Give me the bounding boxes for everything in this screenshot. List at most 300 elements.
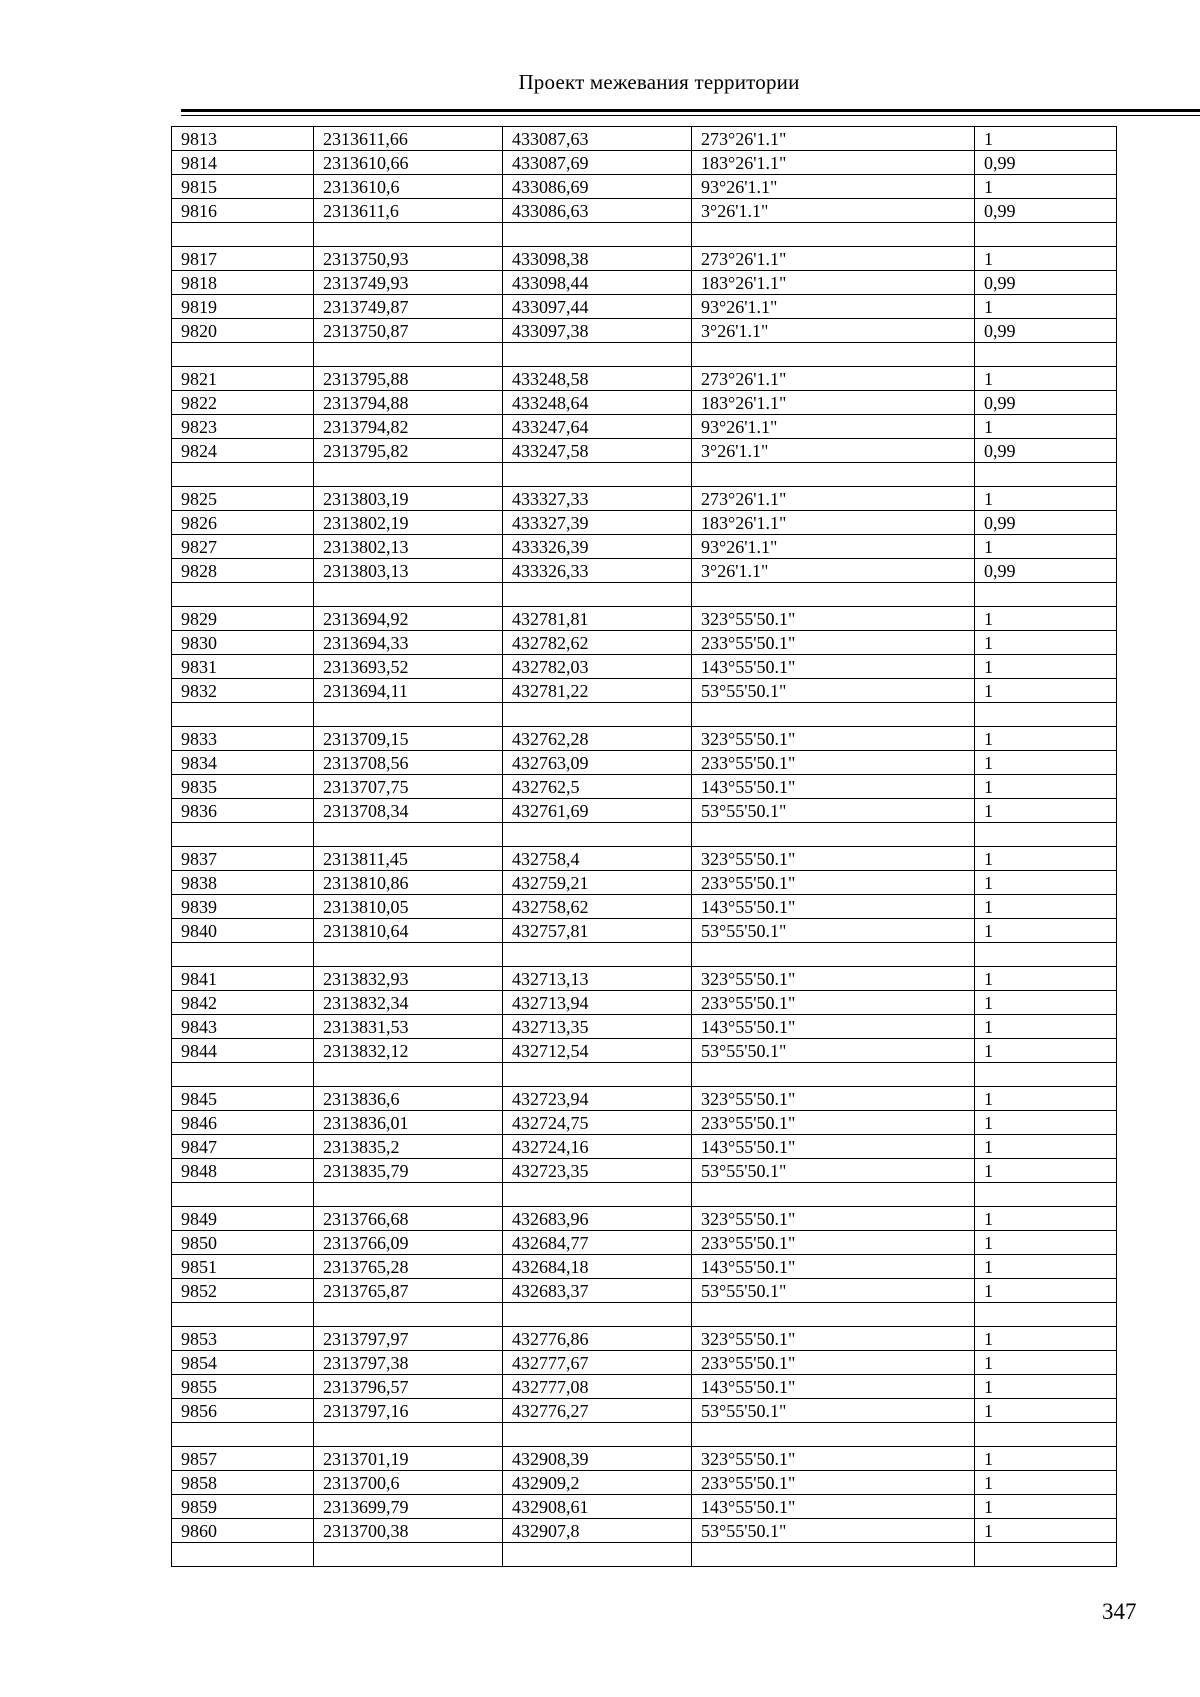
cell-y-coordinate: 432907,8	[503, 1519, 692, 1543]
cell-x-coordinate	[314, 463, 503, 487]
cell-length: 1	[975, 175, 1117, 199]
cell-y-coordinate	[503, 1063, 692, 1087]
cell-length: 1	[975, 919, 1117, 943]
cell-x-coordinate	[314, 1303, 503, 1327]
cell-direction-angle: 183°26'1.1"	[692, 271, 975, 295]
cell-y-coordinate: 432777,67	[503, 1351, 692, 1375]
cell-point-number: 9830	[172, 631, 314, 655]
table-row	[172, 295, 1117, 319]
cell-point-number: 9853	[172, 1327, 314, 1351]
table-row-empty	[172, 1303, 1117, 1327]
cell-direction-angle: 53°55'50.1"	[692, 1159, 975, 1183]
cell-point-number	[172, 1423, 314, 1447]
cell-point-number: 9845	[172, 1087, 314, 1111]
cell-point-number: 9821	[172, 367, 314, 391]
cell-x-coordinate: 2313810,64	[314, 919, 503, 943]
header-rule-thick	[181, 109, 1200, 112]
page-number: 347	[1102, 1599, 1137, 1624]
cell-length	[975, 1423, 1117, 1447]
cell-length	[975, 703, 1117, 727]
table-row	[172, 415, 1117, 439]
cell-point-number	[172, 343, 314, 367]
cell-x-coordinate: 2313611,66	[314, 127, 503, 151]
cell-y-coordinate: 432683,37	[503, 1279, 692, 1303]
cell-x-coordinate: 2313750,87	[314, 319, 503, 343]
cell-point-number	[172, 823, 314, 847]
cell-y-coordinate: 432757,81	[503, 919, 692, 943]
cell-direction-angle: 93°26'1.1"	[692, 415, 975, 439]
cell-length	[975, 463, 1117, 487]
cell-point-number: 9820	[172, 319, 314, 343]
cell-x-coordinate	[314, 223, 503, 247]
cell-point-number: 9839	[172, 895, 314, 919]
cell-point-number	[172, 1063, 314, 1087]
cell-direction-angle	[692, 463, 975, 487]
table-row	[172, 1279, 1117, 1303]
table-row	[172, 439, 1117, 463]
cell-y-coordinate: 433087,63	[503, 127, 692, 151]
cell-point-number: 9841	[172, 967, 314, 991]
cell-point-number: 9826	[172, 511, 314, 535]
cell-x-coordinate: 2313797,38	[314, 1351, 503, 1375]
table-row	[172, 151, 1117, 175]
cell-length: 1	[975, 1279, 1117, 1303]
cell-direction-angle: 183°26'1.1"	[692, 511, 975, 535]
cell-x-coordinate: 2313765,28	[314, 1255, 503, 1279]
cell-point-number: 9818	[172, 271, 314, 295]
table-row	[172, 175, 1117, 199]
cell-x-coordinate: 2313802,19	[314, 511, 503, 535]
table-row	[172, 1351, 1117, 1375]
table-row	[172, 1447, 1117, 1471]
table-row	[172, 1015, 1117, 1039]
cell-x-coordinate	[314, 1423, 503, 1447]
cell-x-coordinate	[314, 1063, 503, 1087]
cell-x-coordinate: 2313766,68	[314, 1207, 503, 1231]
cell-x-coordinate: 2313794,82	[314, 415, 503, 439]
cell-y-coordinate: 432713,35	[503, 1015, 692, 1039]
cell-length: 1	[975, 1447, 1117, 1471]
cell-y-coordinate	[503, 943, 692, 967]
table-row	[172, 319, 1117, 343]
table-row-empty	[172, 1423, 1117, 1447]
cell-direction-angle	[692, 943, 975, 967]
cell-point-number	[172, 1303, 314, 1327]
cell-x-coordinate: 2313832,93	[314, 967, 503, 991]
cell-y-coordinate: 432723,35	[503, 1159, 692, 1183]
cell-direction-angle: 273°26'1.1"	[692, 247, 975, 271]
cell-length: 1	[975, 631, 1117, 655]
cell-y-coordinate	[503, 1303, 692, 1327]
cell-direction-angle	[692, 1423, 975, 1447]
cell-y-coordinate: 432763,09	[503, 751, 692, 775]
cell-x-coordinate: 2313794,88	[314, 391, 503, 415]
cell-point-number: 9857	[172, 1447, 314, 1471]
cell-y-coordinate: 433098,44	[503, 271, 692, 295]
cell-length	[975, 1543, 1117, 1567]
cell-length: 0,99	[975, 439, 1117, 463]
cell-x-coordinate: 2313796,57	[314, 1375, 503, 1399]
cell-y-coordinate: 432762,5	[503, 775, 692, 799]
cell-y-coordinate	[503, 703, 692, 727]
cell-x-coordinate: 2313797,97	[314, 1327, 503, 1351]
cell-length	[975, 1183, 1117, 1207]
table-row-empty	[172, 943, 1117, 967]
cell-y-coordinate	[503, 583, 692, 607]
table-row	[172, 271, 1117, 295]
table-row	[172, 535, 1117, 559]
cell-y-coordinate: 433097,44	[503, 295, 692, 319]
cell-length: 1	[975, 415, 1117, 439]
cell-length: 1	[975, 751, 1117, 775]
cell-y-coordinate: 432713,94	[503, 991, 692, 1015]
cell-x-coordinate	[314, 943, 503, 967]
cell-length: 0,99	[975, 151, 1117, 175]
cell-length: 1	[975, 295, 1117, 319]
cell-x-coordinate: 2313765,87	[314, 1279, 503, 1303]
cell-x-coordinate: 2313694,92	[314, 607, 503, 631]
table-row	[172, 727, 1117, 751]
cell-point-number: 9823	[172, 415, 314, 439]
cell-direction-angle: 183°26'1.1"	[692, 391, 975, 415]
cell-point-number	[172, 223, 314, 247]
cell-length	[975, 943, 1117, 967]
cell-length	[975, 343, 1117, 367]
cell-direction-angle: 183°26'1.1"	[692, 151, 975, 175]
cell-length: 1	[975, 655, 1117, 679]
cell-direction-angle: 53°55'50.1"	[692, 1519, 975, 1543]
table-row	[172, 391, 1117, 415]
cell-length: 1	[975, 895, 1117, 919]
cell-x-coordinate: 2313749,93	[314, 271, 503, 295]
cell-y-coordinate: 432758,62	[503, 895, 692, 919]
cell-direction-angle: 273°26'1.1"	[692, 487, 975, 511]
cell-x-coordinate: 2313699,79	[314, 1495, 503, 1519]
cell-y-coordinate: 433098,38	[503, 247, 692, 271]
cell-point-number: 9833	[172, 727, 314, 751]
table-row	[172, 247, 1117, 271]
table-row	[172, 511, 1117, 535]
cell-length: 1	[975, 1111, 1117, 1135]
cell-length: 1	[975, 1039, 1117, 1063]
cell-direction-angle: 143°55'50.1"	[692, 1135, 975, 1159]
cell-length: 1	[975, 1207, 1117, 1231]
cell-point-number	[172, 943, 314, 967]
cell-x-coordinate	[314, 823, 503, 847]
cell-x-coordinate: 2313835,79	[314, 1159, 503, 1183]
cell-x-coordinate: 2313810,86	[314, 871, 503, 895]
cell-direction-angle: 233°55'50.1"	[692, 871, 975, 895]
cell-y-coordinate: 432908,39	[503, 1447, 692, 1471]
cell-x-coordinate: 2313700,38	[314, 1519, 503, 1543]
table-row	[172, 919, 1117, 943]
cell-direction-angle: 143°55'50.1"	[692, 1015, 975, 1039]
cell-length: 1	[975, 1159, 1117, 1183]
cell-x-coordinate	[314, 343, 503, 367]
cell-length: 1	[975, 775, 1117, 799]
cell-point-number: 9827	[172, 535, 314, 559]
cell-point-number: 9838	[172, 871, 314, 895]
table-row	[172, 991, 1117, 1015]
cell-length: 0,99	[975, 511, 1117, 535]
cell-x-coordinate: 2313708,34	[314, 799, 503, 823]
cell-direction-angle: 233°55'50.1"	[692, 1351, 975, 1375]
cell-x-coordinate: 2313750,93	[314, 247, 503, 271]
cell-direction-angle: 273°26'1.1"	[692, 127, 975, 151]
cell-length: 1	[975, 247, 1117, 271]
cell-length: 1	[975, 1255, 1117, 1279]
cell-x-coordinate: 2313836,6	[314, 1087, 503, 1111]
cell-length: 0,99	[975, 319, 1117, 343]
cell-y-coordinate	[503, 823, 692, 847]
cell-length: 0,99	[975, 391, 1117, 415]
cell-y-coordinate: 432724,75	[503, 1111, 692, 1135]
cell-point-number: 9813	[172, 127, 314, 151]
cell-direction-angle: 3°26'1.1"	[692, 199, 975, 223]
cell-y-coordinate: 432781,22	[503, 679, 692, 703]
table-row-empty	[172, 823, 1117, 847]
cell-y-coordinate: 432762,28	[503, 727, 692, 751]
cell-point-number: 9832	[172, 679, 314, 703]
cell-y-coordinate: 432782,03	[503, 655, 692, 679]
table-row	[172, 775, 1117, 799]
cell-point-number: 9814	[172, 151, 314, 175]
cell-direction-angle: 233°55'50.1"	[692, 631, 975, 655]
cell-length: 1	[975, 799, 1117, 823]
cell-point-number: 9842	[172, 991, 314, 1015]
cell-direction-angle: 323°55'50.1"	[692, 967, 975, 991]
table-row-empty	[172, 223, 1117, 247]
cell-direction-angle: 53°55'50.1"	[692, 799, 975, 823]
table-row-empty	[172, 1063, 1117, 1087]
cell-length: 1	[975, 991, 1117, 1015]
table-row	[172, 967, 1117, 991]
cell-y-coordinate: 433086,63	[503, 199, 692, 223]
cell-direction-angle: 143°55'50.1"	[692, 1255, 975, 1279]
cell-length: 1	[975, 1399, 1117, 1423]
cell-direction-angle: 323°55'50.1"	[692, 727, 975, 751]
cell-y-coordinate: 433326,33	[503, 559, 692, 583]
cell-y-coordinate: 432776,86	[503, 1327, 692, 1351]
cell-length	[975, 823, 1117, 847]
table-row	[172, 1231, 1117, 1255]
header-rule-thin	[181, 115, 1200, 116]
cell-point-number: 9815	[172, 175, 314, 199]
cell-direction-angle	[692, 703, 975, 727]
table-row	[172, 1471, 1117, 1495]
table-row	[172, 1255, 1117, 1279]
cell-x-coordinate: 2313708,56	[314, 751, 503, 775]
cell-y-coordinate	[503, 1423, 692, 1447]
cell-length: 1	[975, 535, 1117, 559]
cell-x-coordinate: 2313694,11	[314, 679, 503, 703]
table-row	[172, 847, 1117, 871]
table-row	[172, 1207, 1117, 1231]
cell-direction-angle: 323°55'50.1"	[692, 1207, 975, 1231]
cell-length: 1	[975, 871, 1117, 895]
cell-point-number: 9837	[172, 847, 314, 871]
cell-point-number: 9825	[172, 487, 314, 511]
cell-length	[975, 1303, 1117, 1327]
cell-y-coordinate: 433087,69	[503, 151, 692, 175]
cell-length: 0,99	[975, 559, 1117, 583]
table-row	[172, 1111, 1117, 1135]
cell-point-number: 9829	[172, 607, 314, 631]
cell-y-coordinate: 433086,69	[503, 175, 692, 199]
cell-length: 1	[975, 1375, 1117, 1399]
table-row	[172, 1519, 1117, 1543]
cell-y-coordinate: 432909,2	[503, 1471, 692, 1495]
cell-point-number: 9817	[172, 247, 314, 271]
cell-length: 1	[975, 1519, 1117, 1543]
cell-length: 1	[975, 1015, 1117, 1039]
cell-point-number: 9854	[172, 1351, 314, 1375]
cell-direction-angle	[692, 343, 975, 367]
cell-length: 1	[975, 1495, 1117, 1519]
table-row	[172, 1039, 1117, 1063]
cell-direction-angle: 53°55'50.1"	[692, 919, 975, 943]
table-row-empty	[172, 343, 1117, 367]
cell-point-number	[172, 703, 314, 727]
cell-length	[975, 1063, 1117, 1087]
coordinates-table-body	[172, 127, 1117, 1567]
page-header-title: Проект межевания территории	[518, 70, 800, 94]
cell-point-number: 9855	[172, 1375, 314, 1399]
table-row-empty	[172, 1183, 1117, 1207]
cell-direction-angle: 93°26'1.1"	[692, 535, 975, 559]
cell-direction-angle	[692, 1543, 975, 1567]
cell-direction-angle: 323°55'50.1"	[692, 847, 975, 871]
cell-y-coordinate: 433327,33	[503, 487, 692, 511]
cell-x-coordinate: 2313797,16	[314, 1399, 503, 1423]
table-row	[172, 799, 1117, 823]
cell-y-coordinate: 433326,39	[503, 535, 692, 559]
cell-point-number: 9851	[172, 1255, 314, 1279]
cell-length: 1	[975, 1351, 1117, 1375]
cell-x-coordinate	[314, 703, 503, 727]
cell-y-coordinate: 433097,38	[503, 319, 692, 343]
table-row-empty	[172, 1543, 1117, 1567]
cell-length: 1	[975, 607, 1117, 631]
cell-y-coordinate: 432908,61	[503, 1495, 692, 1519]
cell-x-coordinate: 2313709,15	[314, 727, 503, 751]
cell-y-coordinate: 432761,69	[503, 799, 692, 823]
cell-x-coordinate: 2313831,53	[314, 1015, 503, 1039]
cell-y-coordinate: 433327,39	[503, 511, 692, 535]
table-row	[172, 1399, 1117, 1423]
cell-x-coordinate: 2313832,12	[314, 1039, 503, 1063]
cell-length: 0,99	[975, 199, 1117, 223]
cell-length: 1	[975, 967, 1117, 991]
cell-y-coordinate: 433248,58	[503, 367, 692, 391]
cell-x-coordinate: 2313802,13	[314, 535, 503, 559]
table-row	[172, 871, 1117, 895]
cell-direction-angle	[692, 1063, 975, 1087]
table-row	[172, 1159, 1117, 1183]
cell-direction-angle: 323°55'50.1"	[692, 607, 975, 631]
cell-point-number: 9835	[172, 775, 314, 799]
cell-y-coordinate: 432712,54	[503, 1039, 692, 1063]
cell-point-number: 9846	[172, 1111, 314, 1135]
cell-y-coordinate	[503, 223, 692, 247]
cell-y-coordinate: 432782,62	[503, 631, 692, 655]
table-row	[172, 607, 1117, 631]
cell-y-coordinate	[503, 1183, 692, 1207]
cell-point-number	[172, 583, 314, 607]
cell-point-number: 9848	[172, 1159, 314, 1183]
table-row	[172, 487, 1117, 511]
cell-direction-angle: 53°55'50.1"	[692, 1279, 975, 1303]
table-row	[172, 751, 1117, 775]
cell-direction-angle: 233°55'50.1"	[692, 1471, 975, 1495]
cell-x-coordinate: 2313795,82	[314, 439, 503, 463]
cell-point-number: 9840	[172, 919, 314, 943]
cell-direction-angle: 53°55'50.1"	[692, 1399, 975, 1423]
table-row	[172, 1327, 1117, 1351]
cell-x-coordinate: 2313795,88	[314, 367, 503, 391]
cell-x-coordinate: 2313766,09	[314, 1231, 503, 1255]
cell-point-number: 9843	[172, 1015, 314, 1039]
cell-y-coordinate	[503, 343, 692, 367]
cell-point-number: 9824	[172, 439, 314, 463]
cell-direction-angle: 323°55'50.1"	[692, 1087, 975, 1111]
cell-y-coordinate: 432683,96	[503, 1207, 692, 1231]
cell-x-coordinate: 2313832,34	[314, 991, 503, 1015]
coordinates-table	[171, 126, 1117, 1567]
cell-length: 1	[975, 679, 1117, 703]
cell-length: 1	[975, 127, 1117, 151]
cell-y-coordinate: 432724,16	[503, 1135, 692, 1159]
cell-length: 1	[975, 1087, 1117, 1111]
cell-y-coordinate: 432777,08	[503, 1375, 692, 1399]
cell-y-coordinate: 432776,27	[503, 1399, 692, 1423]
cell-point-number: 9816	[172, 199, 314, 223]
cell-point-number: 9847	[172, 1135, 314, 1159]
cell-point-number: 9860	[172, 1519, 314, 1543]
cell-point-number	[172, 1183, 314, 1207]
cell-x-coordinate: 2313693,52	[314, 655, 503, 679]
cell-direction-angle: 143°55'50.1"	[692, 1495, 975, 1519]
cell-length: 1	[975, 847, 1117, 871]
cell-length: 1	[975, 1231, 1117, 1255]
cell-x-coordinate: 2313700,6	[314, 1471, 503, 1495]
table-row	[172, 679, 1117, 703]
cell-direction-angle	[692, 1303, 975, 1327]
table-row	[172, 895, 1117, 919]
cell-direction-angle: 3°26'1.1"	[692, 319, 975, 343]
cell-y-coordinate: 433248,64	[503, 391, 692, 415]
cell-point-number: 9831	[172, 655, 314, 679]
cell-direction-angle: 233°55'50.1"	[692, 751, 975, 775]
cell-length: 1	[975, 1471, 1117, 1495]
cell-length	[975, 583, 1117, 607]
table-row	[172, 199, 1117, 223]
cell-point-number: 9819	[172, 295, 314, 319]
cell-direction-angle: 233°55'50.1"	[692, 1231, 975, 1255]
cell-x-coordinate	[314, 1543, 503, 1567]
cell-direction-angle: 143°55'50.1"	[692, 895, 975, 919]
cell-length: 1	[975, 487, 1117, 511]
cell-x-coordinate: 2313707,75	[314, 775, 503, 799]
cell-y-coordinate: 432713,13	[503, 967, 692, 991]
cell-point-number: 9828	[172, 559, 314, 583]
cell-point-number: 9849	[172, 1207, 314, 1231]
cell-length: 0,99	[975, 271, 1117, 295]
cell-point-number	[172, 1543, 314, 1567]
cell-y-coordinate: 432684,77	[503, 1231, 692, 1255]
cell-direction-angle	[692, 1183, 975, 1207]
cell-y-coordinate: 432781,81	[503, 607, 692, 631]
